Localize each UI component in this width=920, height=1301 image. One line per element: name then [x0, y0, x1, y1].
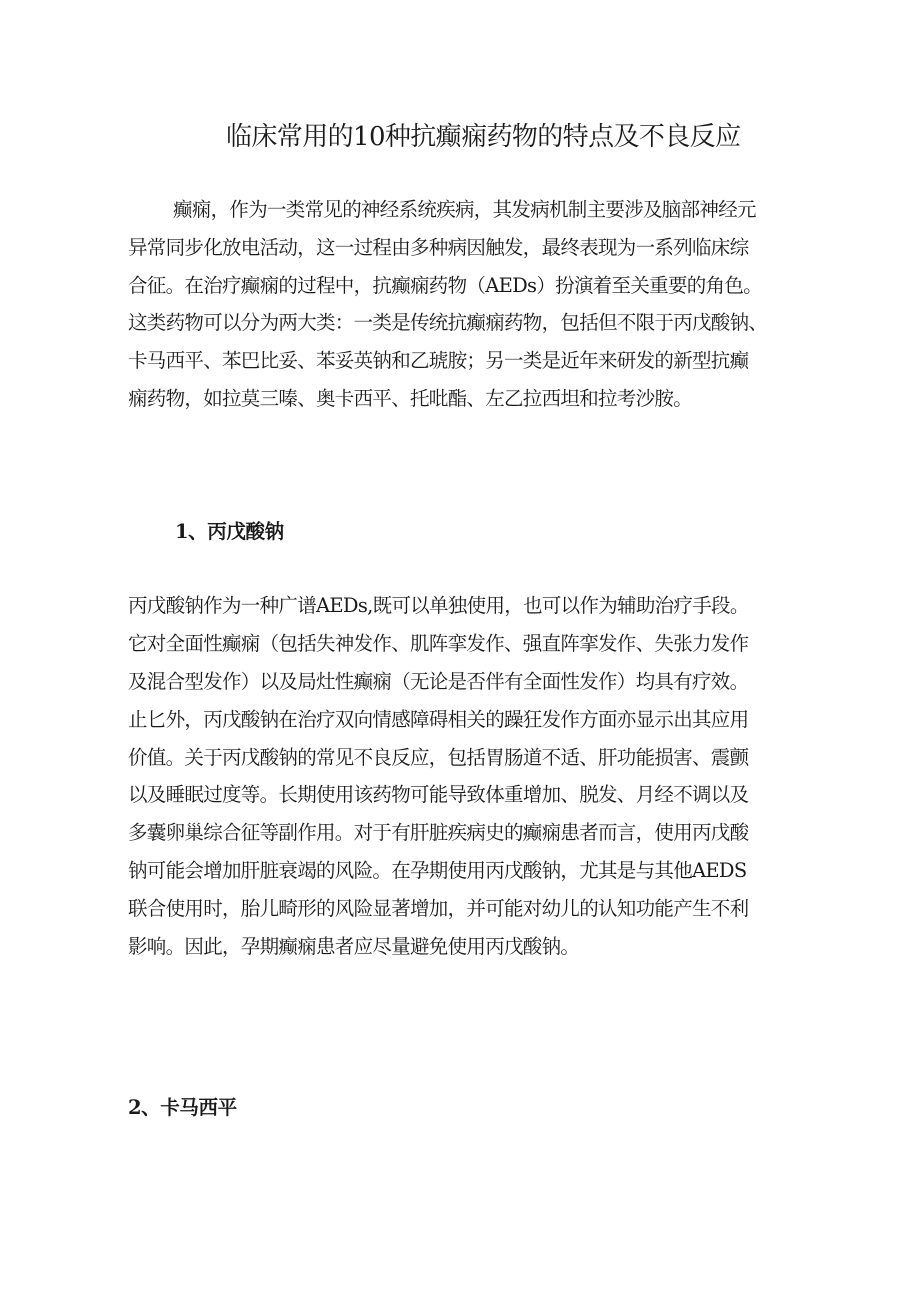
paragraph-line: 及混合型发作）以及局灶性癫痫（无论是否伴有全面性发作）均具有疗效。 [128, 669, 749, 693]
paragraph-line: 这类药物可以分为两大类：一类是传统抗癫痫药物，包括但不限于丙戊酸钠、 [128, 311, 768, 335]
section-heading-valproate: 1、丙戊酸钠 [175, 520, 284, 543]
paragraph-line: 以及睡眠过度等。长期使用该药物可能导致体重增加、脱发、月经不调以及 [128, 783, 749, 807]
paragraph-line: 卡马西平、苯巴比妥、苯妥英钠和乙琥胺；另一类是近年来研发的新型抗癫 [128, 349, 749, 373]
paragraph-line: 多囊卵巢综合征等副作用。对于有肝脏疾病史的癫痫患者而言，使用丙戊酸 [128, 821, 749, 845]
document-title: 临床常用的10种抗癫痫药物的特点及不良反应 [226, 122, 741, 152]
section-heading-carbamazepine: 2、卡马西平 [128, 1096, 237, 1119]
paragraph-line: 影响。因此，孕期癫痫患者应尽量避免使用丙戊酸钠。 [128, 935, 580, 959]
paragraph-line: 异常同步化放电活动，这一过程由多种病因触发，最终表现为一系列临床综 [128, 235, 749, 259]
paragraph-line: 丙戊酸钠作为一种广谱AEDs,既可以单独使用，也可以作为辅助治疗手段。 [128, 594, 749, 617]
paragraph-line: 钠可能会增加肝脏衰竭的风险。在孕期使用丙戊酸钠，尤其是与其他AEDS [128, 859, 747, 883]
valproate-paragraph [128, 587, 818, 966]
paragraph-line: 痫药物，如拉莫三嗪、奥卡西平、托吡酯、左乙拉西坦和拉考沙胺。 [128, 386, 693, 410]
paragraph-line: 合征。在治疗癫痫的过程中，抗癫痫药物（AEDs）扮演着至关重要的角色。 [128, 273, 762, 297]
paragraph-line: 价值。关于丙戊酸钠的常见不良反应，包括胃肠道不适、肝功能损害、震颤 [128, 745, 749, 769]
paragraph-line: 癫痫，作为一类常见的神经系统疾病，其发病机制主要涉及脑部神经元 [173, 198, 756, 221]
paragraph-line: 它对全面性癫痫（包括失神发作、肌阵挛发作、强直阵挛发作、失张力发作 [128, 631, 749, 655]
paragraph-line: 联合使用时，胎儿畸形的风险显著增加，并可能对幼儿的认知功能产生不利 [128, 897, 749, 921]
paragraph-line: 止匕外，丙戊酸钠在治疗双向情感障碍相关的躁狂发作方面亦显示出其应用 [128, 707, 749, 731]
intro-paragraph [128, 191, 818, 418]
